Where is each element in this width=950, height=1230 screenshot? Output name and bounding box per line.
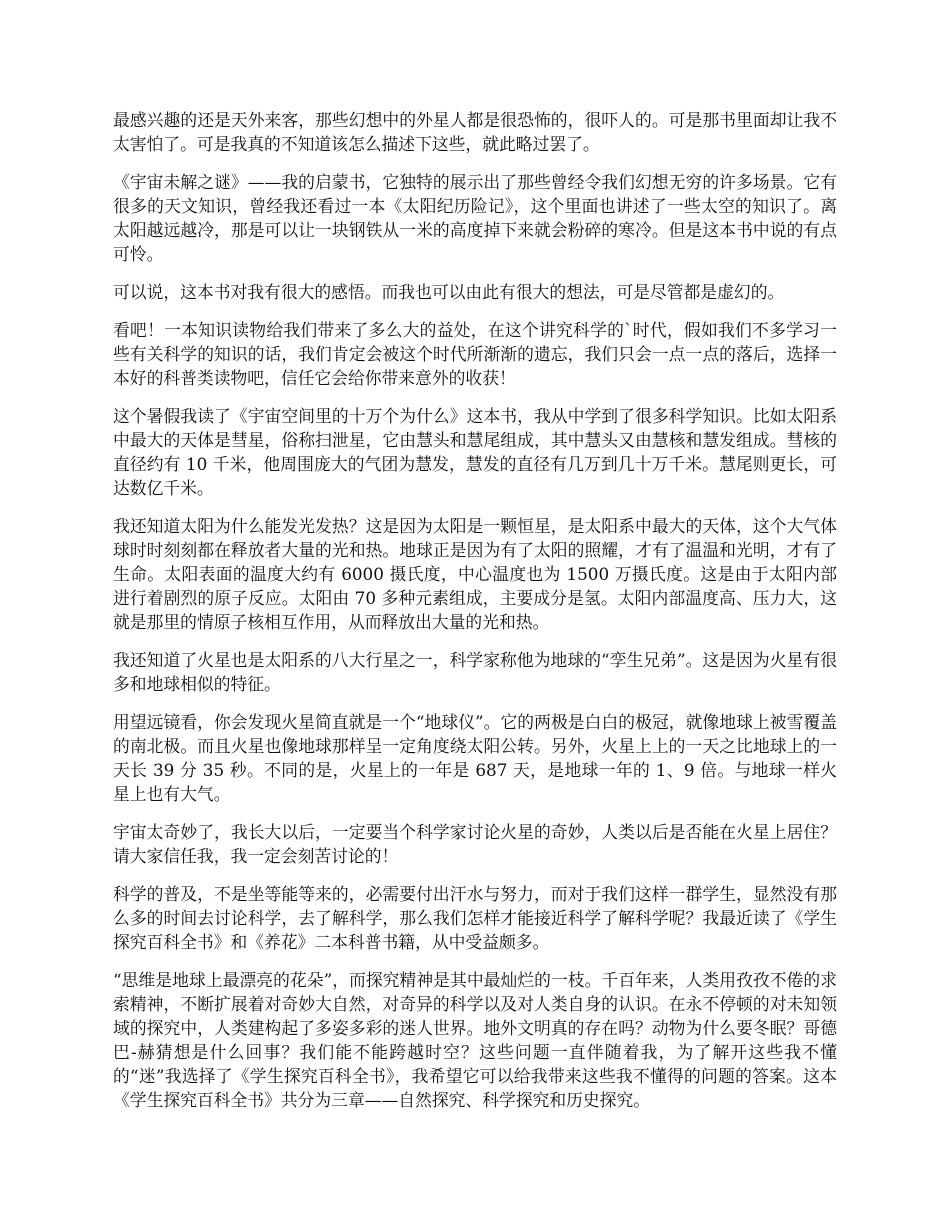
paragraph: 《宇宙未解之谜》——我的启蒙书，它独特的展示出了那些曾经令我们幻想无穷的许多场景。它有很多的天文知识，曾经我还看过一本《太阳纪历险记》，这个里面也讲述了一些太空的知识了。离太阳越远越冷，那是可以让一块钢铁从一米的高度掉下来就会粉碎的寒冷。但是这本书中说的有点可怜。	[113, 172, 837, 264]
paragraph: 我还知道了火星也是太阳系的八大行星之一，科学家称他为地球的“孪生兄弟”。这是因为火星有很多和地球相似的特征。	[113, 650, 837, 694]
paragraph: 我还知道太阳为什么能发光发热？这是因为太阳是一颗恒星，是太阳系中最大的天体，这个大气体球时时刻刻都在释放者大量的光和热。地球正是因为有了太阳的照耀，才有了温温和光明，才有了生命。太阳表面的温度大约有 6000 摄氏度，中心温度也为 1500 万摄氏度。这是由于太阳内部进行着剧烈的原子反应。太阳由 70 多种元素组成，主要成分是氢。太阳内部温度高、压力大，这就是那里的情原子核相互作用，从而释放出大量的光和热。	[113, 516, 837, 632]
paragraph: 用望远镜看，你会发现火星简直就是一个“地球仪”。它的两极是白白的极冠，就像地球上被雪覆盖的南北极。而且火星也像地球那样呈一定角度绕太阳公转。另外，火星上上的一天之比地球上的一天长 39 分 35 秒。不同的是，火星上的一年是 687 天，是地球一年的 1、9 倍。与地球一样火星上也有大气。	[113, 712, 837, 804]
paragraph: 最感兴趣的还是天外来客，那些幻想中的外星人都是很恐怖的，很吓人的。可是那书里面却让我不太害怕了。可是我真的不知道该怎么描述下这些，就此略过罢了。	[113, 110, 837, 154]
paragraph: 宇宙太奇妙了，我长大以后，一定要当个科学家讨论火星的奇妙，人类以后是否能在火星上居住？请大家信任我，我一定会刻苦讨论的！	[113, 822, 837, 866]
paragraph: 科学的普及，不是坐等能等来的，必需要付出汗水与努力，而对于我们这样一群学生，显然没有那么多的时间去讨论科学，去了解科学，那么我们怎样才能接近科学了解科学呢？我最近读了《学生探究百科全书》和《养花》二本科普书籍，从中受益颇多。	[113, 884, 837, 952]
paragraph: 这个暑假我读了《宇宙空间里的十万个为什么》这本书，我从中学到了很多科学知识。比如太阳系中最大的天体是彗星，俗称扫泄星，它由慧头和慧尾组成，其中慧头又由慧核和慧发组成。彗核的直径约有 10 千米，他周围庞大的气团为慧发，慧发的直径有几万到几十万千米。慧尾则更长，可达数亿千米。	[113, 406, 837, 498]
paragraph: 看吧！一本知识读物给我们带来了多么大的益处，在这个讲究科学的`时代，假如我们不多学习一些有关科学的知识的话，我们肯定会被这个时代所渐渐的遗忘，我们只会一点一点的落后，选择一本好的科普类读物吧，信任它会给你带来意外的收获！	[113, 320, 837, 388]
paragraph: 可以说，这本书对我有很大的感悟。而我也可以由此有很大的想法，可是尽管都是虚幻的。	[113, 282, 785, 302]
paragraph: “思维是地球上最漂亮的花朵”，而探究精神是其中最灿烂的一枝。千百年来，人类用孜孜不倦的求索精神，不断扩展着对奇妙大自然，对奇异的科学以及对人类自身的认识。在永不停顿的对未知领域的探究中，人类建构起了多姿多彩的迷人世界。地外文明真的存在吗？动物为什么要冬眠？哥德巴-赫猜想是什么回事？我们能不能跨越时空？这些问题一直伴随着我，为了解开这些我不懂的“迷”我选择了《学生探究百科全书》，我希望它可以给我带来这些我不懂得的问题的答案。这本《学生探究百科全书》共分为三章——自然探究、科学探究和历史探究。	[113, 970, 837, 1110]
